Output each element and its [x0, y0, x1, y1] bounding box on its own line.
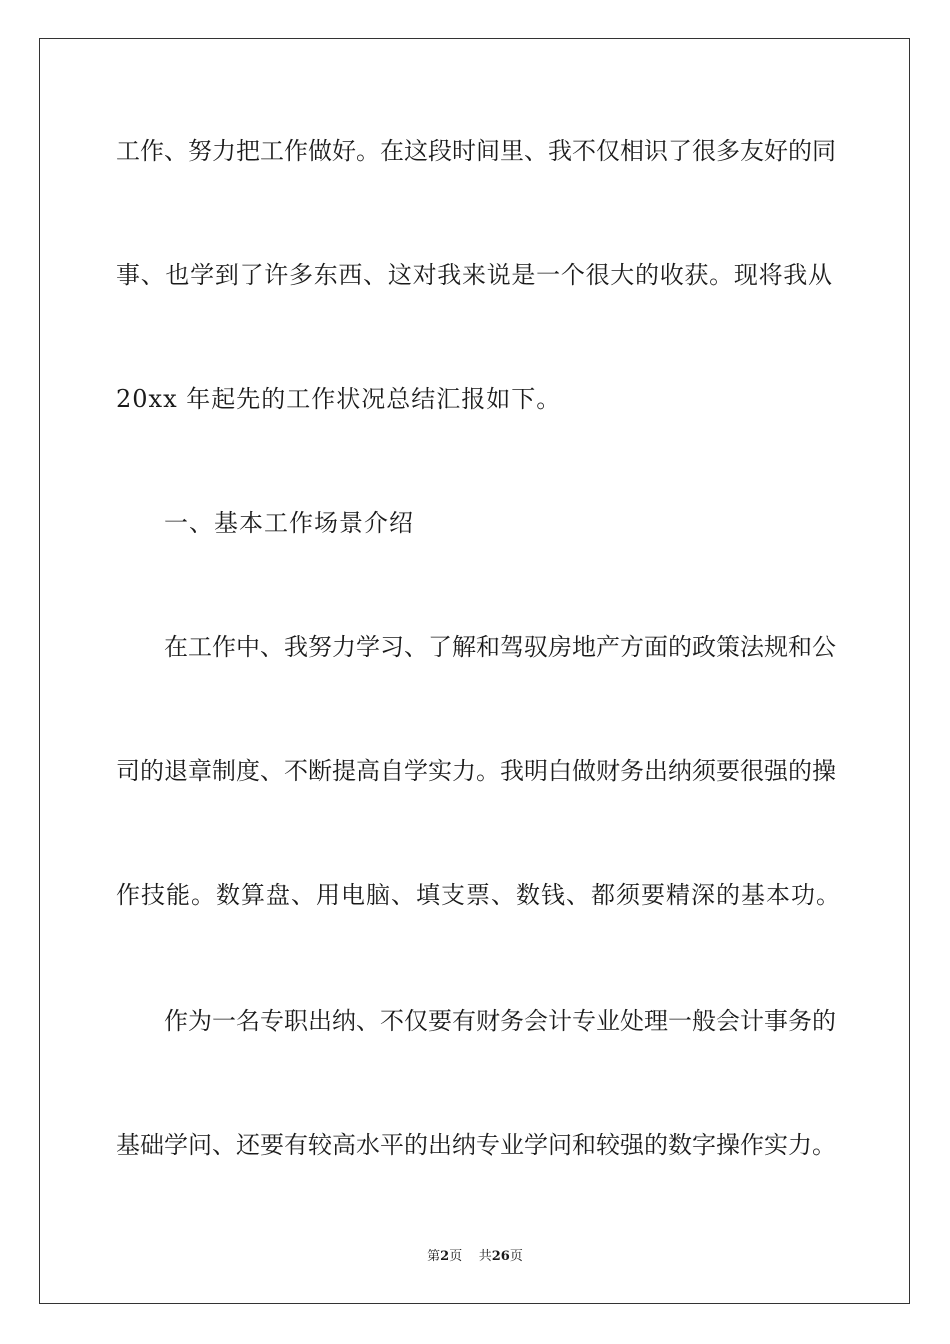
body-text-line-5: 在工作中、我努力学习、了解和驾驭房地产方面的政策法规和公	[164, 633, 836, 661]
section-heading: 一、基本工作场景介绍	[164, 509, 414, 537]
body-text-line-9: 基础学问、还要有较高水平的出纳专业学问和较强的数字操作实力。	[116, 1131, 836, 1159]
body-text-line-8: 作为一名专职出纳、不仅要有财务会计专业处理一般会计事务的	[164, 1007, 836, 1035]
footer-total-prefix: 共	[478, 1249, 492, 1264]
body-text-line-1: 工作、努力把工作做好。在这段时间里、我不仅相识了很多友好的同	[116, 137, 836, 165]
footer-page-suffix: 页	[449, 1249, 463, 1264]
body-text-line-3: 20xx 年起先的工作状况总结汇报如下。	[116, 385, 562, 413]
body-text-line-7: 作技能。数算盘、用电脑、填支票、数钱、都须要精深的基本功。	[116, 881, 841, 909]
page-border	[39, 38, 910, 1304]
body-text-line-6: 司的退章制度、不断提高自学实力。我明白做财务出纳须要很强的操	[116, 757, 836, 785]
body-text-line-2: 事、也学到了许多东西、这对我来说是一个很大的收获。现将我从	[116, 261, 832, 289]
footer-total-suffix: 页	[509, 1249, 523, 1264]
footer-page-number: 2	[440, 1249, 450, 1264]
footer-page-prefix: 第	[427, 1249, 441, 1264]
page-footer	[0, 1249, 950, 1265]
footer-total-pages: 26	[491, 1249, 510, 1264]
